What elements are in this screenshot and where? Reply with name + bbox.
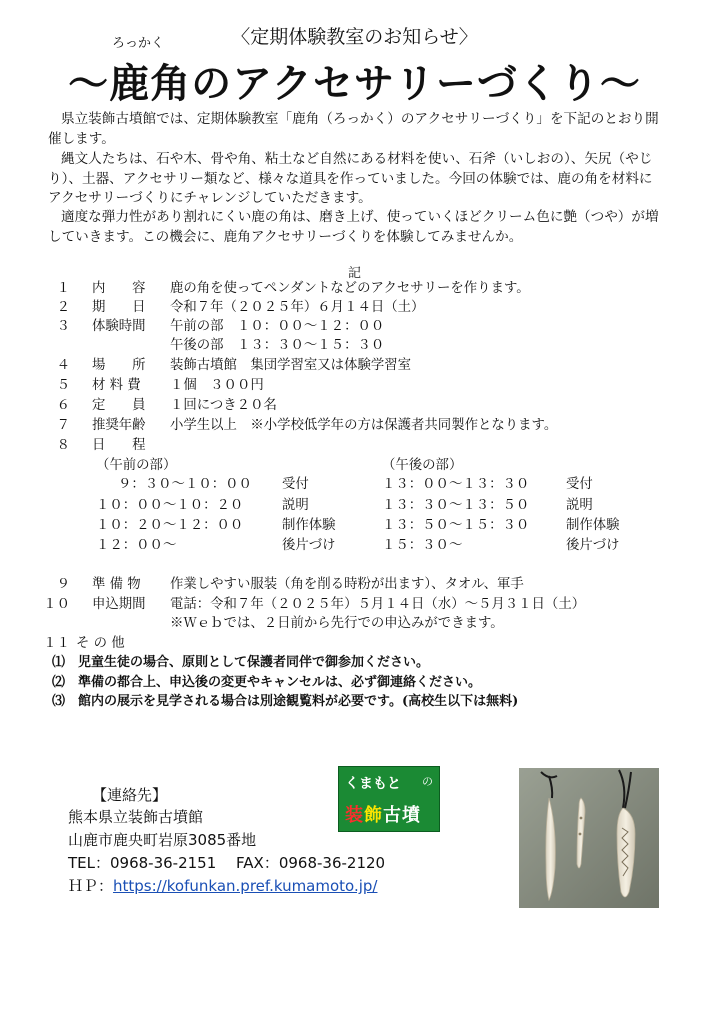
schedule-desc: 制作体験 [566,518,620,533]
item-value: 電話：令和７年（２０２５年）５月１４日（水）～５月３１日（土） [170,597,586,612]
schedule-time: １０：２０～１２：００ [96,518,244,533]
logo-char: 墳 [402,805,421,826]
item-label: 体験時間 [92,319,146,334]
item-value: 午後の部 １３：３０～１５：３０ [170,338,385,353]
page-title: ～鹿角のアクセサリーづくり～ [68,61,641,107]
schedule-desc: 制作体験 [282,518,336,533]
item-label: 準 備 物 [92,577,141,592]
item-value: １個 ３００円 [170,378,264,393]
item-label: そ の 他 [76,636,125,651]
item-value: ※Ｗｅｂでは、２日前から先行での申込みができます。 [170,616,504,631]
contact-phone-fax: TEL：0968-36-2151 FAX：0968-36-2120 [68,854,386,872]
homepage-link[interactable]: https://kofunkan.pref.kumamoto.jp/ [113,877,378,895]
antler-pendants-image [519,768,659,908]
item-value: 午前の部 １０：００～１２：００ [170,319,385,334]
antler-accessories-photo [519,768,659,908]
item-number: １０ [43,597,70,612]
schedule-time: １３：５０～１５：３０ [382,518,530,533]
logo-no-text: の [422,775,433,788]
contact-homepage [68,875,377,897]
schedule-time: ９：３０～１０：００ [118,477,252,492]
note-1: ⑴ 児童生徒の場合、原則として保護者同伴で御参加ください。 [52,655,430,670]
contact-heading: 【連絡先】 [92,786,168,804]
schedule-desc: 後片づけ [282,538,336,553]
schedule-time: １２：００～ [96,538,177,553]
item-number: １１ [43,636,70,651]
item-label: 期 日 [92,300,146,315]
item-number: ２ [56,300,70,315]
item-label: 場 所 [92,358,146,373]
item-number: ５ [56,378,70,393]
title-ruby: ろっかく [112,36,165,51]
logo-bottom-text [345,801,421,827]
item-number: １ [56,281,70,296]
item-label: 内 容 [92,281,146,296]
item-number: ４ [56,358,70,373]
item-value: 小学生以上 ※小学校低学年の方は保護者共同製作となります。 [170,418,558,433]
logo-char: 古 [383,805,402,826]
item-number: ６ [56,398,70,413]
contact-address: 山鹿市鹿央町岩原3085番地 [68,831,257,849]
homepage-label: ＨＰ： [68,877,114,895]
item-value: １回につき２０名 [170,398,277,413]
item-number: ９ [56,577,70,592]
item-number: ８ [56,438,70,453]
item-label: 推奨年齢 [92,418,146,433]
logo-char: 装 [345,805,364,826]
intro-paragraph-2: 縄文人たちは、石や木、骨や角、粘土など自然にある材料を使い、石斧（いしおの）、矢尻（やじり）、土器、アクセサリー類など、様々な道具を作っていました。今回の体験では、鹿の角を材料にアクセサリーづくりにチャレンジしていただきます。 [48,151,653,206]
item-label: 申込期間 [92,597,146,612]
schedule-desc: 後片づけ [566,538,620,553]
item-number: ３ [56,319,70,334]
note-2: ⑵ 準備の都合上、申込後の変更やキャンセルは、必ず御連絡ください。 [52,675,482,690]
contact-organization: 熊本県立装飾古墳館 [68,808,204,826]
schedule-desc: 説明 [282,498,309,513]
item-label: 定 員 [92,398,146,413]
schedule-time: １３：３０～１３：５０ [382,498,530,513]
intro-paragraph-1: 県立装飾古墳館では、定期体験教室「鹿角（ろっかく）のアクセサリーづくり」を下記のとおり開催します。 [48,111,659,147]
item-label: 材 料 費 [92,378,141,393]
kumamoto-kofun-logo [338,766,440,832]
logo-char: 飾 [364,805,383,826]
item-label: 日 程 [92,438,146,453]
schedule-time: １０：００～１０：２０ [96,498,244,513]
schedule-time: １３：００～１３：３０ [382,477,530,492]
item-value: 作業しやすい服装（角を削る時粉が出ます）、タオル、軍手 [170,577,524,592]
item-number: ７ [56,418,70,433]
event-subtitle: 〈定期体験教室のお知らせ〉 [231,26,478,48]
schedule-desc: 受付 [282,477,309,492]
schedule-desc: 説明 [566,498,593,513]
schedule-desc: 受付 [566,477,593,492]
intro-paragraph-3: 適度な弾力性があり割れにくい鹿の角は、磨き上げ、使っていくほどクリーム色に艶（つや）が増していきます。この機会に、鹿角アクセサリーづくりを体験してみませんか。 [48,209,659,245]
schedule-pm-header: （午後の部） [382,458,463,473]
ki-heading: 記 [347,266,361,281]
item-value: 装飾古墳館 集団学習室又は体験学習室 [170,358,412,373]
item-value: 令和７年（２０２５年）６月１４日（土） [170,300,425,315]
schedule-am-header: （午前の部） [96,458,177,473]
item-value: 鹿の角を使ってペンダントなどのアクセサリーを作ります。 [170,281,530,296]
schedule-time: １５：３０～ [382,538,463,553]
note-3: ⑶ 館内の展示を見学される場合は別途観覧料が必要です。(高校生以下は無料) [52,694,519,709]
logo-top-text: くまもと [345,776,401,792]
